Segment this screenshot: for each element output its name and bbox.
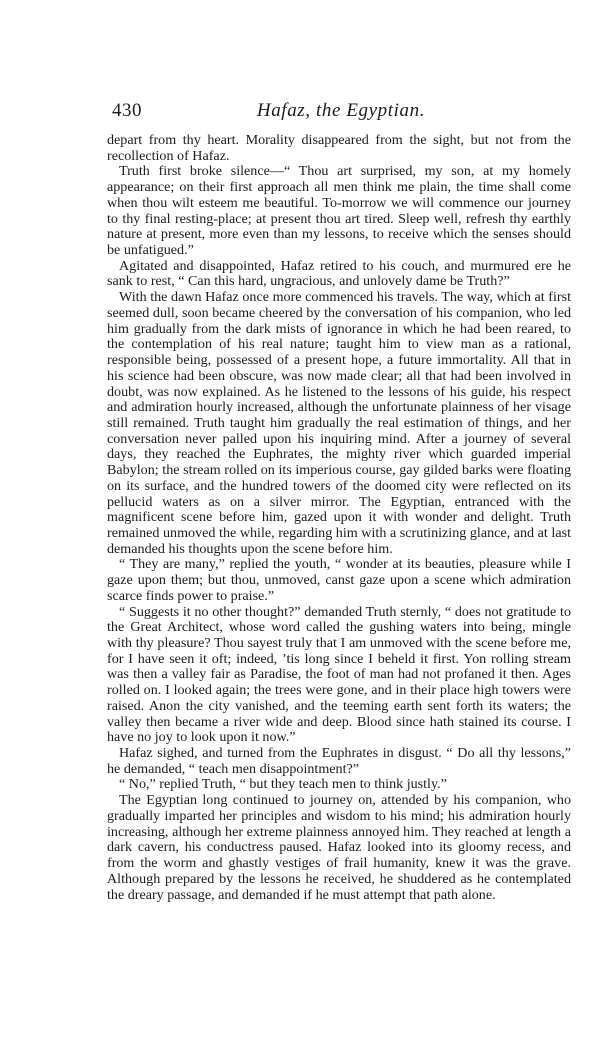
running-title: Hafaz, the Egyptian. — [256, 100, 426, 121]
paragraph-6: “ Suggests it no other thought?” demanded Truth sternly, “ does not gratitude to the Great Architect, whose word called the gushing waters into being, mingle with thy pleasure? Thou sayest truly that I am unmoved with the scene before me, for I have seen it oft; indeed, ’tis long since I beheld it first. Yon rolling stream was then a valley fair as Paradise, the foot of man had not profaned it then. Ages rolled on. I looked again; the trees were gone, and in their place high towers were raised. Anon the city vanished, and the teeming earth sent forth its waters; the valley then became a river wide and deep. Blood since hath stained its course. I have no joy to look upon it now.” — [107, 603, 571, 746]
page-header — [112, 100, 570, 126]
paragraph-5: “ They are many,” replied the youth, “ wonder at its beauties, pleasure while I gaze upon them; but thou, unmoved, canst gaze upon a scene which admiration scarce finds power to praise.” — [107, 556, 571, 604]
paragraph-1: depart from thy heart. Morality disappeared from the sight, but not from the recollection of Hafaz. — [107, 132, 571, 164]
paragraph-8: “ No,” replied Truth, “ but they teach men to think justly.” — [119, 776, 447, 793]
paragraph-7: Hafaz sighed, and turned from the Euphrates in disgust. “ Do all thy lessons,” he demanded, “ teach men disappointment?” — [107, 745, 571, 777]
page-number: 430 — [112, 100, 142, 121]
paragraph-4: With the dawn Hafaz once more commenced his travels. The way, which at first seemed dull, soon became cheered by the conversation of his companion, who led him gradually from the dark mists of ignorance in which he had been reared, to the contemplation of his real nature; taught him to view man as a rational, responsible being, possessed of a present hope, a future immortality. All that in his science had been obscure, was now made clear; all that had been involved in doubt, was now explained. As he listened to the lessons of his guide, his respect and admiration hourly increased, although the unfortunate plainness of her visage still remained. Truth taught him gradually the real estimation of things, and her conversation never palled upon his inquiring mind. After a journey of several days, they reached the Euphrates, the mighty river which guarded imperial Babylon; the stream rolled on its imperious course, gay gilded barks were floating on its surface, and the hundred towers of the doomed city were reflected on its pellucid waters as on a silver mirror. The Egyptian, entranced with the magnificent scene before him, gazed upon it with wonder and delight. Truth remained unmoved the while, regarding him with a scrutinizing glance, and at last demanded his thoughts upon the scene before him. — [107, 289, 571, 557]
paragraph-2: Truth first broke silence—“ Thou art surprised, my son, at my homely appearance; on their first approach all men think me plain, the time shall come when thou wilt esteem me beautiful. To-morrow we will commence our journey to thy final resting-place; at present thou art tired. Sleep well, refresh thy earthly nature at present, more even than my lessons, to receive which the senses should be unfatigued.” — [107, 163, 571, 259]
paragraph-9: The Egyptian long continued to journey on, attended by his companion, who gradually imparted her principles and wisdom to his mind; his admiration hourly increasing, although her extreme plainness annoyed him. They reached at length a dark cavern, his conductress paused. Hafaz looked into its gloomy recess, and from the worm and ghastly vestiges of frail humanity, knew it was the grave. Although prepared by the lessons he received, he shuddered as he contemplated the dreary passage, and demanded if he must attempt that path alone. — [107, 792, 571, 903]
body-text — [107, 133, 571, 903]
paragraph-3: Agitated and disappointed, Hafaz retired to his couch, and murmured ere he sank to rest, “ Can this hard, ungracious, and unlovely dame be Truth?” — [107, 257, 571, 290]
